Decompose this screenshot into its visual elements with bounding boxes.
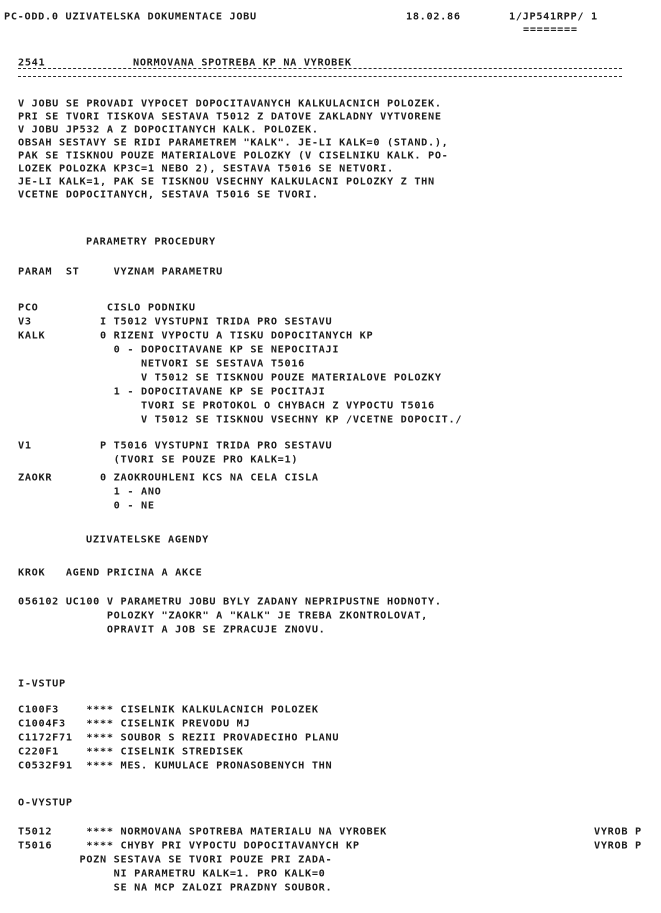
description-line: LOZEK POLOZKA KP3C=1 NEBO 2), SESTAVA T5016 SE NETVORI. — [18, 163, 394, 175]
input-line: C1172F71 **** SOUBOR S REZII PROVADECIHO PLANU — [18, 732, 340, 744]
output-line: T5016 **** CHYBY PRI VYPOCTU DOPOCITAVANYCH KP — [18, 840, 360, 852]
output-line: POZN SESTAVA SE TVORI POUZE PRI ZADA- — [18, 854, 333, 866]
description-line: JE-LI KALK=1, PAK SE TISKNOU VSECHNY KALKULACNI POLOZKY Z THN — [18, 176, 435, 188]
title-divider — [18, 68, 622, 69]
param-line: PCO CISLO PODNIKU — [18, 302, 196, 314]
title-divider-2 — [18, 76, 622, 77]
param-line: V T5012 SE TISKNOU VSECHNY KP /VCETNE DOPOCIT./ — [18, 414, 463, 426]
description-line: VCETNE DOPOCITANYCH, SESTAVA T5016 SE TVORI. — [18, 189, 319, 201]
section-number: 2541 — [18, 57, 46, 69]
param-line: (TVORI SE POUZE PRO KALK=1) — [18, 454, 299, 466]
param-line: V T5012 SE TISKNOU POUZE MATERIALOVE POLOZKY — [18, 372, 442, 384]
output-right-label: VYROB P — [594, 826, 642, 838]
param-line: 0 - NE — [18, 500, 155, 512]
params-heading: PARAMETRY PROCEDURY — [86, 236, 216, 248]
param-line: 1 - DOPOCITAVANE KP SE POCITAJI — [18, 386, 326, 398]
description-line: PRI SE TVORI TISKOVA SESTAVA T5012 Z DATOVE ZAKLADNY VYTVORENE — [18, 111, 442, 123]
params-column-headers: PARAM ST VYZNAM PARAMETRU — [18, 266, 224, 278]
output-line: T5012 **** NORMOVANA SPOTREBA MATERIALU NA VYROBEK — [18, 826, 388, 838]
param-line: V3 I T5012 VYSTUPNI TRIDA PRO SESTAVU — [18, 316, 333, 328]
agenda-line: OPRAVIT A JOB SE ZPRACUJE ZNOVU. — [18, 624, 326, 636]
header-underline: ======== — [523, 24, 578, 36]
param-line: TVORI SE PROTOKOL O CHYBACH Z VYPOCTU T5016 — [18, 400, 435, 412]
agendas-column-headers: KROK AGEND PRICINA A AKCE — [18, 567, 203, 579]
param-line: V1 P T5016 VYSTUPNI TRIDA PRO SESTAVU — [18, 440, 333, 452]
header-date: 18.02.86 — [406, 11, 461, 23]
param-line: 1 - ANO — [18, 486, 162, 498]
description-line: OBSAH SESTAVY SE RIDI PARAMETREM "KALK". JE-LI KALK=0 (STAND.), — [18, 137, 449, 149]
input-line: C1004F3 **** CISELNIK PREVODU MJ — [18, 718, 251, 730]
output-right-label: VYROB P — [594, 840, 642, 852]
inputs-heading: I-VSTUP — [18, 678, 66, 690]
agendas-heading: UZIVATELSKE AGENDY — [86, 534, 210, 546]
param-line: ZAOKR 0 ZAOKROUHLENI KCS NA CELA CISLA — [18, 472, 319, 484]
input-line: C100F3 **** CISELNIK KALKULACNICH POLOZEK — [18, 704, 319, 716]
param-line: NETVORI SE SESTAVA T5016 — [18, 358, 306, 370]
input-line: C220F1 **** CISELNIK STREDISEK — [18, 746, 244, 758]
section-title: NORMOVANA SPOTREBA KP NA VYROBEK — [133, 57, 352, 69]
input-line: C0532F91 **** MES. KUMULACE PRONASOBENYCH THN — [18, 760, 333, 772]
output-line: SE NA MCP ZALOZI PRAZDNY SOUBOR. — [18, 882, 333, 894]
header-docid: 1/JP541RPP/ 1 — [509, 11, 598, 23]
param-line: KALK 0 RIZENI VYPOCTU A TISKU DOPOCITANYCH KP — [18, 330, 374, 342]
outputs-heading: O-VYSTUP — [18, 797, 73, 809]
description-line: V JOBU SE PROVADI VYPOCET DOPOCITAVANYCH KALKULACNICH POLOZEK. — [18, 98, 442, 110]
param-line: 0 - DOPOCITAVANE KP SE NEPOCITAJI — [18, 344, 340, 356]
agenda-line: 056102 UC100 V PARAMETRU JOBU BYLY ZADANY NEPRIPUSTNE HODNOTY. — [18, 596, 442, 608]
agenda-line: POLOZKY "ZAOKR" A "KALK" JE TREBA ZKONTROLOVAT, — [18, 610, 429, 622]
description-line: V JOBU JP532 A Z DOPOCITANYCH KALK. POLOZEK. — [18, 124, 319, 136]
header-title: PC-ODD.0 UZIVATELSKA DOKUMENTACE JOBU — [4, 11, 257, 23]
description-line: PAK SE TISKNOU POUZE MATERIALOVE POLOZKY (V CISELNIKU KALK. PO- — [18, 150, 449, 162]
output-line: NI PARAMETRU KALK=1. PRO KALK=0 — [18, 868, 326, 880]
